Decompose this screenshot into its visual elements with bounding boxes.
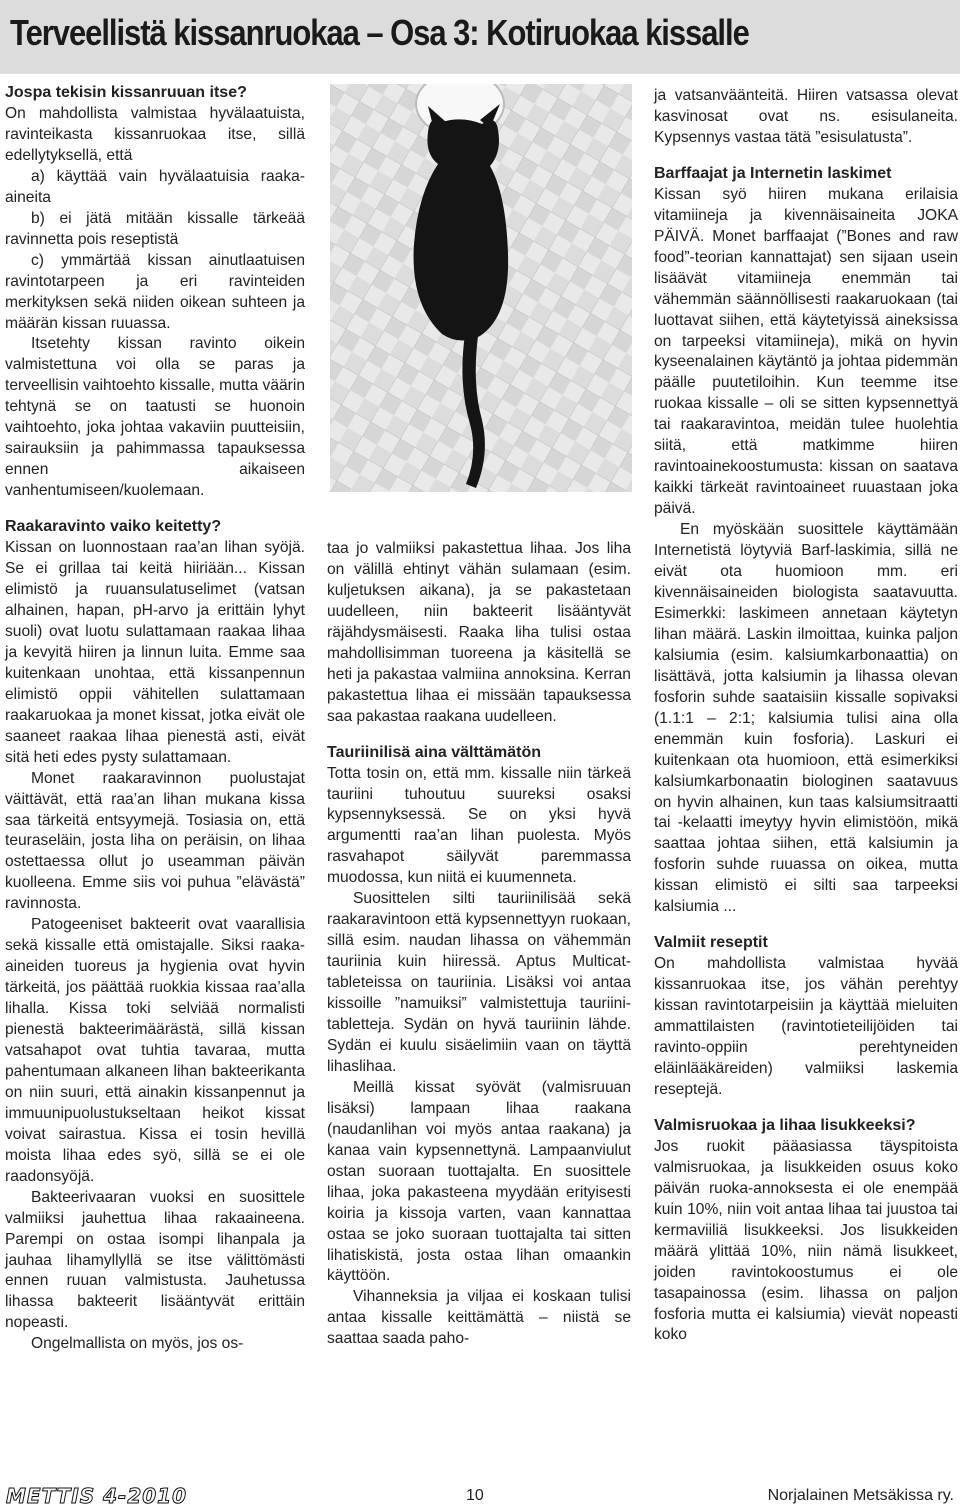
paragraph: taa jo valmiiksi pakastettua lihaa. Jos liha on välillä ehtinyt vähän sulamaan (esim. kuljetuksen aikana), ja se pakastetaan uudelleen, niin bakteerit lisääntyvät räjähdysmäisesti. Raaka liha tulisi ostaa mahdollisimman tuoreena ja käsitellä se heti ja pakastaa valmiina annoksina. Kerran pakastettua lihaa ei missään tapauksessa saa pakastaa raakana uudelleen. bbox=[327, 540, 631, 725]
subheading: Barffaajat ja Internetin laskimet bbox=[654, 164, 892, 182]
paragraph: Patogeeniset bakteerit ovat vaarallisia sekä kissalle että omistajalle. Siksi raaka-aineiden tuoreus ja hygienia ovat hyvin tärkeitä, jos päättää ruokkia kissaa raa’alla lihalla. Kissa toki selviää normalisti pienestä bakteerimäärästä, sillä kissan vatsahapot ovat tuhtia tavaraa, mutta pahentumaan alkaneen lihan bakteerikanta on niin suuri, että ainakin kissanpennut ja immuunipuolustukseltaan heikot kissat voivat sairastua. Kissa ei tosin hevillä moista lihaa edes syö, sillä se ei ole raadonsyöjä. bbox=[5, 916, 305, 1185]
list-item: c) ymmärtää kissan ainutlaatuisen ravintotarpeen ja eri ravinteiden merkityksen sekä niiden oikean suhteen ja määrän kissan ruuassa. bbox=[5, 251, 305, 332]
title-bar bbox=[0, 0, 960, 74]
cat-photo bbox=[330, 84, 632, 492]
subheading: Valmisruokaa ja lihaa lisukkeeksi? bbox=[654, 1116, 916, 1134]
article-title: Terveellistä kissanruokaa – Osa 3: Kotiruokaa kissalle bbox=[10, 12, 749, 53]
magazine-logo: METTIS 4-2010 bbox=[6, 1484, 187, 1508]
subheading: Raakaravinto vaiko keitetty? bbox=[5, 518, 222, 536]
column-3 bbox=[654, 86, 958, 1346]
column-2 bbox=[327, 539, 631, 1350]
paragraph: Kissan on luonnostaan raa’an lihan syöjä. Se ei grillaa tai keitä hiiriään... Kissan elimistö ja ruuansulatuselimet (vatsan alhainen, hapan, pH-arvo ja erittäin lyhyt suoli) ovat luotu sulattamaan raakaa lihaa ja kevyitä hiiren ja linnun luita. Emme saa kuitenkaan unohtaa, että kissanpennun elimistö oppii vähitellen sulattamaan raakaruokaa ja monet kissat, jotka eivät ole saaneet raakaa lihaa pienestä asti, eivät sitä heti edes pysty sulattamaan. bbox=[5, 539, 305, 766]
page-footer bbox=[0, 1480, 960, 1509]
subheading: Jospa tekisin kissanruuan itse? bbox=[5, 84, 247, 101]
paragraph: Bakteerivaaran vuoksi en suosittele valmiiksi jauhettua lihaa rakaaineena. Parempi on ostaa isompi lihanpala ja jauhaa lihamyllyllä se itse välittömästi ennen ruuan valmistusta. Jauhetussa lihassa bakteerit lisääntyvät erittäin nopeasti. bbox=[5, 1188, 305, 1332]
paragraph: ja vatsanvääntеitä. Hiiren vatsassa olevat kasvinosat ovat ns. esisulaneita. Kypsennys vastaa tätä ”esisulatusta”. bbox=[654, 87, 958, 146]
paragraph: Totta tosin on, että mm. kissalle niin tärkeä tauriini tuhoutuu suureksi osaksi kypsennyksessä. Se on yksi hyvä argumentti raa’an lihan puolesta. Myös rasvahapot säilyvät paremmassa muodossa, kun niitä ei kuumenneta. bbox=[327, 764, 631, 887]
paragraph: Monet raakaravinnon puolustajat väittävät, että raa’an lihan mukana kissa saa tärkeitä entsyymejä. Tosiasia on, että teuraseläin, josta liha on peräisin, on lihaa ostettaessa ollut jo useamman päivän kuolleena. Emme siis voi puhua ”elävästä” ravinnosta. bbox=[5, 769, 305, 913]
paragraph: On mahdollista valmistaa hyvälaatuista, ravinteikasta kissanruokaa itse, sillä edellytyksellä, että bbox=[5, 105, 305, 164]
subheading: Tauriinilisä aina välttämätön bbox=[327, 743, 541, 761]
paragraph: Meillä kissat syövät (valmisruuan lisäksi) lampaan lihaa raakana (naudanlihan voi myös antaa raakana) ja kanaa vain kypsennettynä. Lampaanviulut ostan suoraan tuottajalta. En suosittele lihaa, joka pakasteena myydään erityisesti koiria ja kissoja varten, vaan kannattaa ostaa se joko suoraan tuottajalta tai sitten lihatiskistä, josta ostaa lihan omaankin käyttöön. bbox=[327, 1078, 631, 1285]
paragraph: Jos ruokit pääasiassa täyspitoista valmisruokaa, ja lisukkeiden osuus koko päivän ruoka-annoksesta ei ole enempää kuin 10%, niin voit antaa lihaa tai juustoa tai kermaviiliä lisukkeeksi. Jos lisukkeiden määrä ylittää 10%, niin nämä lisukkeet, joiden ravintokoostumus ei ole tasapainossa (esim. lihassa on paljon fosforia mutta ei kalsiumia) vievät nopeasti koko bbox=[654, 1137, 958, 1344]
list-item: b) ei jätä mitään kissalle tärkeää ravinnetta pois reseptistä bbox=[5, 209, 305, 248]
publisher-name: Norjalainen Metsäkissa ry. bbox=[767, 1487, 954, 1504]
paragraph: Itsetehty kissan ravinto oikein valmistettuna voi olla se paras ja terveellisin vaihtoehto kissalle, mutta väärin tehtynä se on taatusti se huonoin vaihtoehto, joka johtaa vakaviin puutteisiin, sairauksiin ja pahimmassa tapauksessa ennen aikaiseen vanhentumiseen/kuolemaan. bbox=[5, 335, 305, 500]
paragraph: Vihanneksia ja viljaa ei koskaan tulisi antaa kissalle keittämättä – niistä se saattaa saada paho- bbox=[327, 1288, 631, 1348]
subheading: Valmiit reseptit bbox=[654, 934, 768, 952]
cat-image bbox=[330, 84, 632, 492]
page-number: 10 bbox=[466, 1487, 484, 1504]
paragraph: En myöskään suosittele käyttämään Internetistä löytyviä Barf-laskimia, sillä ne eivät ota huomioon mm. eri kivennäisaineiden biologista saatavuutta. Esimerkki: laskimeen annetaan käytetyn lihan määrä. Laskin ilmoittaa, kuinka paljon kalsiumia (esim. kalsiumkarbonaattia) on lisättävä, jotta kalsiumin ja lihassa olevan fosforin suhde saataisiin kissalle sopivaksi (1.1:1 – 2:1; kalsiumia tulisi aina olla enemmän kuin fosforia). Laskuri ei kuitenkaan ota huomioon, että esimerkiksi kalsiumkarbonaatin biologinen saatavuus on hyvin alhainen, kun taas kalsiumsitraatti tai -kelaatti imeytyy hyvin elimistöön, mikä saattaa johtaa siihen, että kalsiumin ja fosforin suhde ruuassa on oikea, mutta kissan elimistö ei silti saa tarpeeksi kalsiumia ... bbox=[654, 521, 958, 916]
paragraph: Kissan syö hiiren mukana erilaisia vitamiineja ja kivennäisaineita JOKA PÄIVÄ. Monet barffaajat (”Bones and raw food”-teorian kannattajat) sen sijaan usein lisäävät vitamiineja enemmän tai vähemmän säännöllisesti raakaruokaan (tai luottavat siihen, että käytetyissä aineksissa on tarpeeksi vitamiineja), mikä on hyvin kyseenalainen käytäntö ja johtaa pidemmän päälle puutetiloihin. Kun teemme itse ruokaa kissalle – oli se sitten kypsennettyä tai raakaravintoa, meidän tulee huolehtia siitä, että matkimme hiiren ravintoainekoostumusta: kissan on saatava kaikki tärkeät ravintoaineet ruuastaan joka päivä. bbox=[654, 185, 958, 518]
paragraph: On mahdollista valmistaa hyvää kissanruokaa itse, jos vähän perehtyy kissan ravintotarpeisiin ja käyttää mieluiten ammattilaisten (ravintotieteilijöiden tai ravinto-oppiin perehtyneiden eläinlääkäreiden) valmiiksi laskemia reseptejä. bbox=[654, 955, 958, 1098]
column-1 bbox=[5, 82, 305, 1355]
paragraph: Ongelmallista on myös, jos os- bbox=[31, 1335, 244, 1353]
paragraph: Suosittelen silti tauriinilisää sekä raakaravintoon että kypsennettyyn ruokaan, sillä esim. naudan lihassa on vähemmän tauriinia kuin hiiressä. Aptus Multicat-tableteissa on tauriinia. Lisäksi voi antaa kissoille ”namuiksi” valmistettuja tauriini-tabletteja. Sydän on hyvä tauriinin lähde. Sydän ei kuulu sisäelimiin vaan on täyttä lihaslihaa. bbox=[327, 890, 631, 1075]
list-item: a) käyttää vain hyvälaatuisia raaka-aineita bbox=[5, 167, 305, 206]
